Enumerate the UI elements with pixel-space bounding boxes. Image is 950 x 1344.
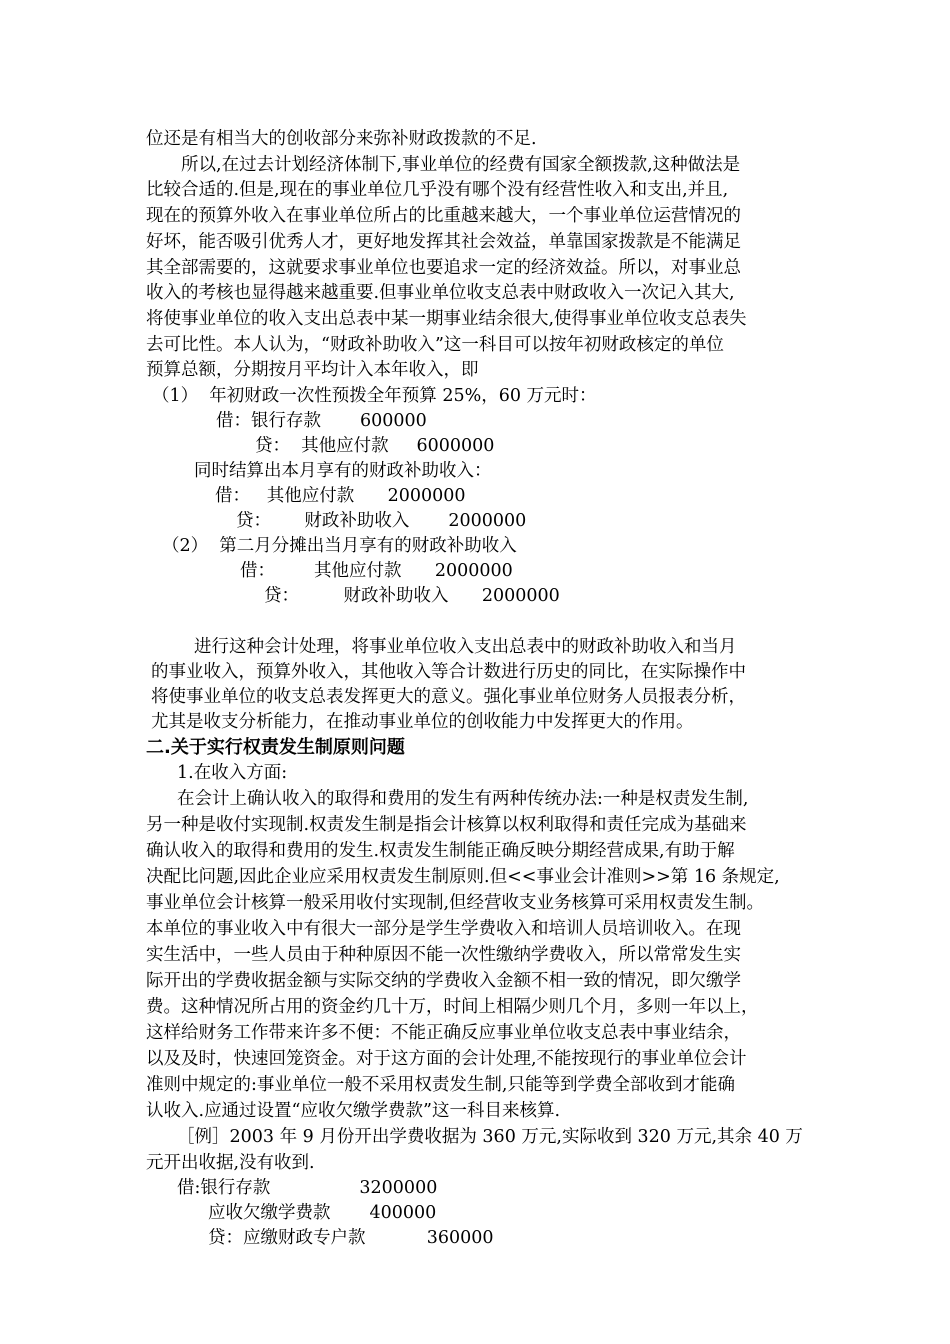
example-entry-credit: 贷：应缴财政专户款 360000 [208, 1228, 494, 1248]
intro-line-3: 比较合适的.但是,现在的事业单位几乎没有哪个没有经营性收入和支出,并且, [146, 180, 729, 200]
section-line-8: 际开出的学费收据金额与实际交纳的学费收入金额不相一致的情况，即欠缴学 [146, 971, 741, 991]
intro-line-2: 所以,在过去计划经济体制下,事业单位的经费有国家全额拨款,这种做法是 [181, 155, 741, 175]
section-line-3: 确认收入的取得和费用的发生.权责发生制能正确反映分期经营成果,有助于解 [146, 841, 735, 861]
section-line-7: 实生活中，一些人员由于种种原因不能一次性缴纳学费收入，所以常常发生实 [146, 945, 741, 965]
entry-debit-3: 借： 其他应付款 2000000 [240, 561, 513, 581]
intro-line-10: 预算总额，分期按月平均计入本年收入，即 [146, 360, 479, 380]
section-line-6: 本单位的事业收入中有很大一部分是学生学费收入和培训人员培训收入。在现 [146, 919, 741, 939]
intro-line-8: 将使事业单位的收入支出总表中某一期事业结余很大,使得事业单位收支总表失 [146, 309, 747, 329]
entry-debit-2: 借： 其他应付款 2000000 [215, 486, 466, 506]
intro-line-9: 去可比性。本人认为，“财政补助收入”这一科目可以按年初财政核定的单位 [146, 335, 724, 355]
example-entry-debit: 借:银行存款 3200000 [177, 1178, 438, 1198]
entry-item-2: （2） 第二月分摊出当月享有的财政补助收入 [162, 536, 517, 556]
section-line-13: 认收入.应通过设置“应收欠缴学费款”这一科目来核算. [146, 1101, 561, 1121]
entry-debit-1: 借：银行存款 600000 [216, 411, 427, 431]
section-line-2: 另一种是收付实现制.权责发生制是指会计核算以权利取得和责任完成为基础来 [146, 815, 747, 835]
section-line-10: 这样给财务工作带来许多不便：不能正确反应事业单位收支总表中事业结余， [146, 1023, 741, 1043]
example-line-2: 元开出收据,没有收到. [146, 1153, 315, 1173]
conclusion-line-4: 尤其是收支分析能力，在推动事业单位的创收能力中发挥更大的作用。 [151, 712, 694, 732]
section-line-1: 在会计上确认收入的取得和费用的发生有两种传统办法:一种是权责发生制, [177, 789, 749, 809]
conclusion-line-2: 的事业收入，预算外收入，其他收入等合计数进行历史的同比，在实际操作中 [151, 662, 746, 682]
section-line-4: 决配比问题,因此企业应采用权责发生制原则.但<<事业会计准则>>第 16 条规定, [146, 867, 780, 887]
conclusion-line-3: 将使事业单位的收支总表发挥更大的意义。强化事业单位财务人员报表分析， [151, 687, 746, 707]
intro-line-5: 好坏，能否吸引优秀人才，更好地发挥其社会效益，单靠国家拨款是不能满足 [146, 232, 741, 252]
section-line-5: 事业单位会计核算一般采用收付实现制,但经营收支业务核算可采用权责发生制。 [146, 893, 765, 913]
entry-credit-3: 贷： 财政补助收入 2000000 [264, 586, 560, 606]
intro-line-4: 现在的预算外收入在事业单位所占的比重越来越大，一个事业单位运营情况的 [146, 206, 741, 226]
example-line-1: ［例］2003 年 9 月份开出学费收据为 360 万元,实际收到 320 万元,其余 40 万 [177, 1127, 803, 1147]
entry-note-1: 同时结算出本月享有的财政补助收入： [194, 461, 492, 481]
intro-line-6: 其全部需要的，这就要求事业单位也要追求一定的经济效益。所以，对事业总 [146, 258, 741, 278]
section-subheading: 1.在收入方面: [177, 763, 288, 783]
intro-line-7: 收入的考核也显得越来越重要.但事业单位收支总表中财政收入一次记入其大, [146, 283, 735, 303]
section-line-12: 准则中规定的:事业单位一般不采用权责发生制,只能等到学费全部收到才能确 [146, 1075, 735, 1095]
section-line-11: 以及及时，快速回笼资金。对于这方面的会计处理,不能按现行的事业单位会计 [146, 1049, 747, 1069]
conclusion-line-1: 进行这种会计处理，将事业单位收入支出总表中的财政补助收入和当月 [194, 637, 737, 657]
intro-line-1: 位还是有相当大的创收部分来弥补财政拨款的不足. [146, 129, 537, 149]
entry-credit-2: 贷： 财政补助收入 2000000 [236, 511, 527, 531]
entry-credit-1: 贷： 其他应付款 6000000 [255, 436, 495, 456]
section-line-9: 费。这种情况所占用的资金约几十万，时间上相隔少则几个月，多则一年以上， [146, 997, 759, 1017]
example-entry-debit-2: 应收欠缴学费款 400000 [208, 1203, 437, 1223]
section-heading: 二.关于实行权责发生制原则问题 [146, 737, 405, 758]
entry-item-1: （1） 年初财政一次性预拨全年预算 25%，60 万元时： [152, 386, 597, 406]
